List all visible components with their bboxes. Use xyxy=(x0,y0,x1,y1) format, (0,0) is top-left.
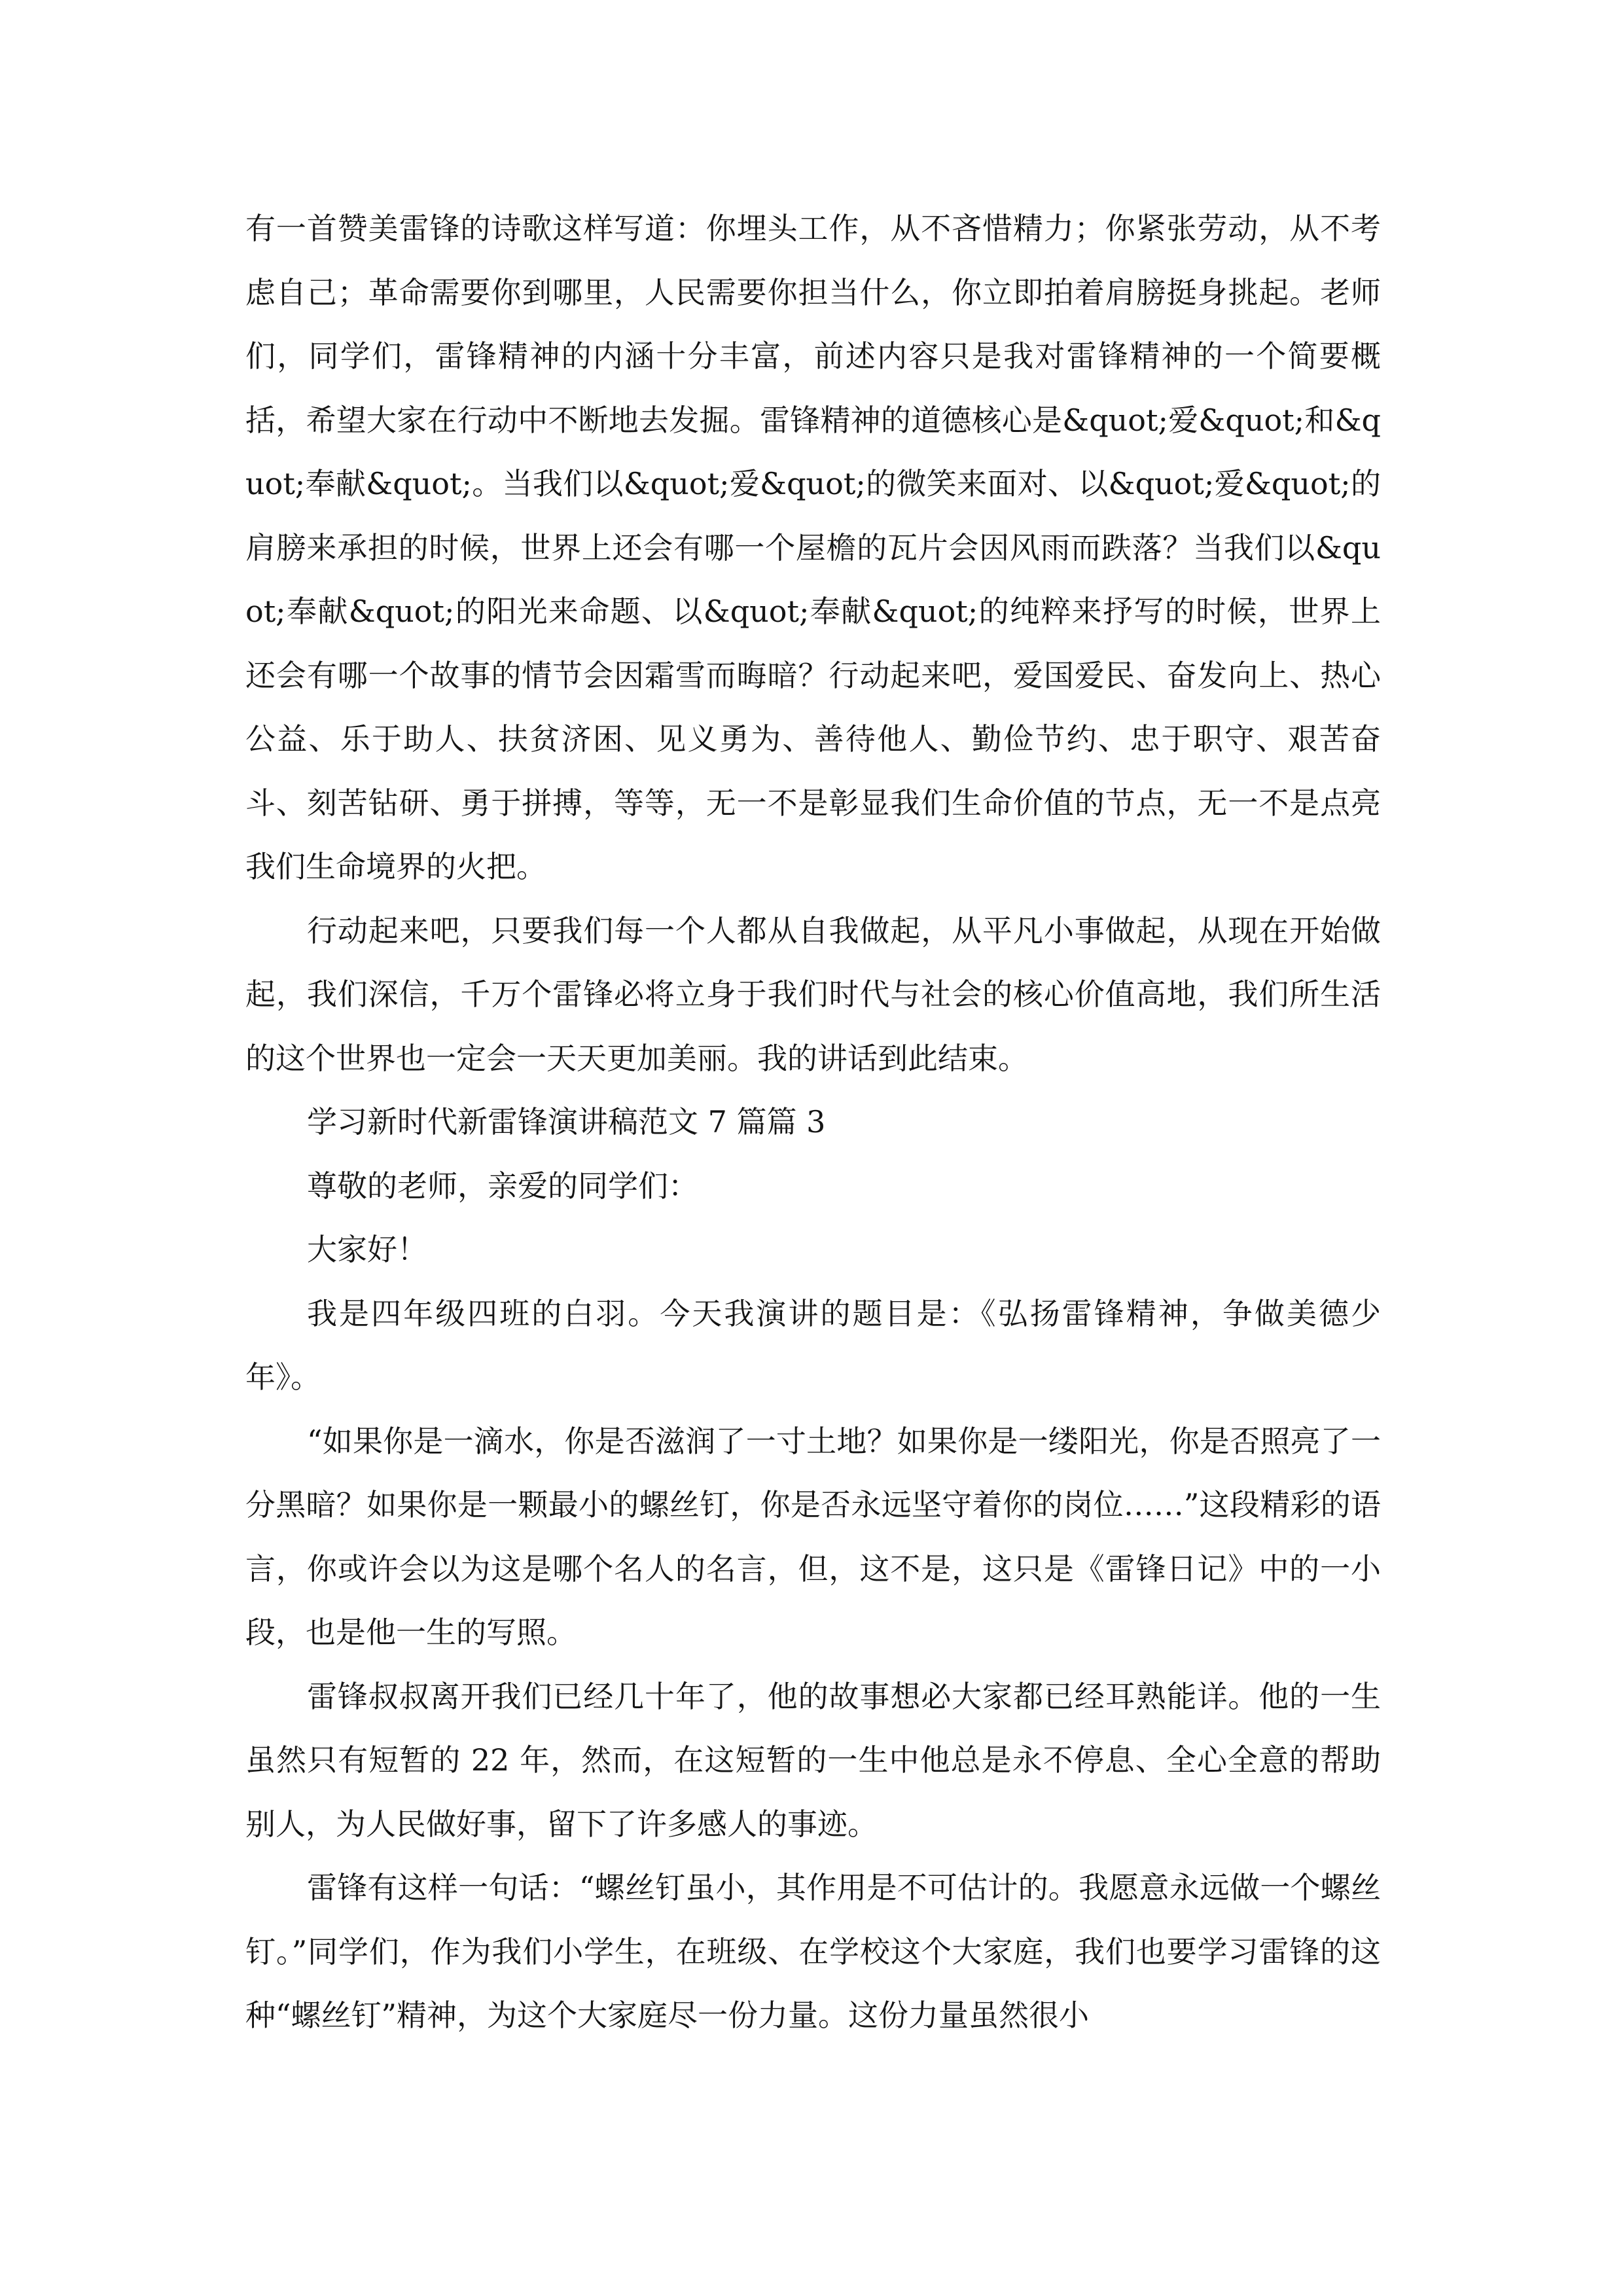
document-body xyxy=(245,197,1381,2048)
paragraph: 雷锋叔叔离开我们已经几十年了，他的故事想必大家都已经耳熟能详。他的一生虽然只有短暂的 22 年，然而，在这短暂的一生中他总是永不停息、全心全意的帮助别人，为人民做好事，留下了许多感人的事迹。 xyxy=(245,1678,1381,1842)
paragraph: 有一首赞美雷锋的诗歌这样写道：你埋头工作，从不吝惜精力；你紧张劳动，从不考虑自己；革命需要你到哪里，人民需要你担当什么，你立即拍着肩膀挺身挑起。老师们，同学们，雷锋精神的内涵十分丰富，前述内容只是我对雷锋精神的一个简要概括，希望大家在行动中不断地去发掘。雷锋精神的道德核心是&quot;爱&quot;和&quot;奉献&quot;。当我们以&quot;爱&quot;的微笑来面对、以&quot;爱&quot;的肩膀来承担的时候，世界上还会有哪一个屋檐的瓦片会因风雨而跌落？当我们以&quot;奉献&quot;的阳光来命题、以&quot;奉献&quot;的纯粹来抒写的时候，世界上还会有哪一个故事的情节会因霜雪而晦暗？行动起来吧，爱国爱民、奋发向上、热心公益、乐于助人、扶贫济困、见义勇为、善待他人、勤俭节约、忠于职守、艰苦奋斗、刻苦钻研、勇于拼搏，等等，无一不是彰显我们生命价值的节点，无一不是点亮我们生命境界的火把。 xyxy=(245,211,1381,884)
paragraph: “如果你是一滴水，你是否滋润了一寸土地？如果你是一缕阳光，你是否照亮了一分黑暗？如果你是一颗最小的螺丝钉，你是否永远坚守着你的岗位……”这段精彩的语言，你或许会以为这是哪个名人的名言，但，这不是，这只是《雷锋日记》中的一小段，也是他一生的写照。 xyxy=(245,1423,1381,1650)
paragraph: 我是四年级四班的白羽。今天我演讲的题目是：《弘扬雷锋精神，争做美德少年》。 xyxy=(245,1295,1381,1395)
greeting: 大家好！ xyxy=(307,1232,427,1267)
salutation: 尊敬的老师，亲爱的同学们： xyxy=(307,1168,698,1204)
paragraph: 雷锋有这样一句话：“螺丝钉虽小，其作用是不可估计的。我愿意永远做一个螺丝钉。”同学们，作为我们小学生，在班级、在学校这个大家庭，我们也要学习雷锋的这种“螺丝钉”精神，为这个大家庭尽一份力量。这份力量虽然很小 xyxy=(245,1870,1381,2033)
section-heading: 学习新时代新雷锋演讲稿范文 7 篇篇 3 xyxy=(307,1104,826,1139)
paragraph: 行动起来吧，只要我们每一个人都从自我做起，从平凡小事做起，从现在开始做起，我们深信，千万个雷锋必将立身于我们时代与社会的核心价值高地，我们所生活的这个世界也一定会一天天更加美丽。我的讲话到此结束。 xyxy=(245,912,1381,1076)
